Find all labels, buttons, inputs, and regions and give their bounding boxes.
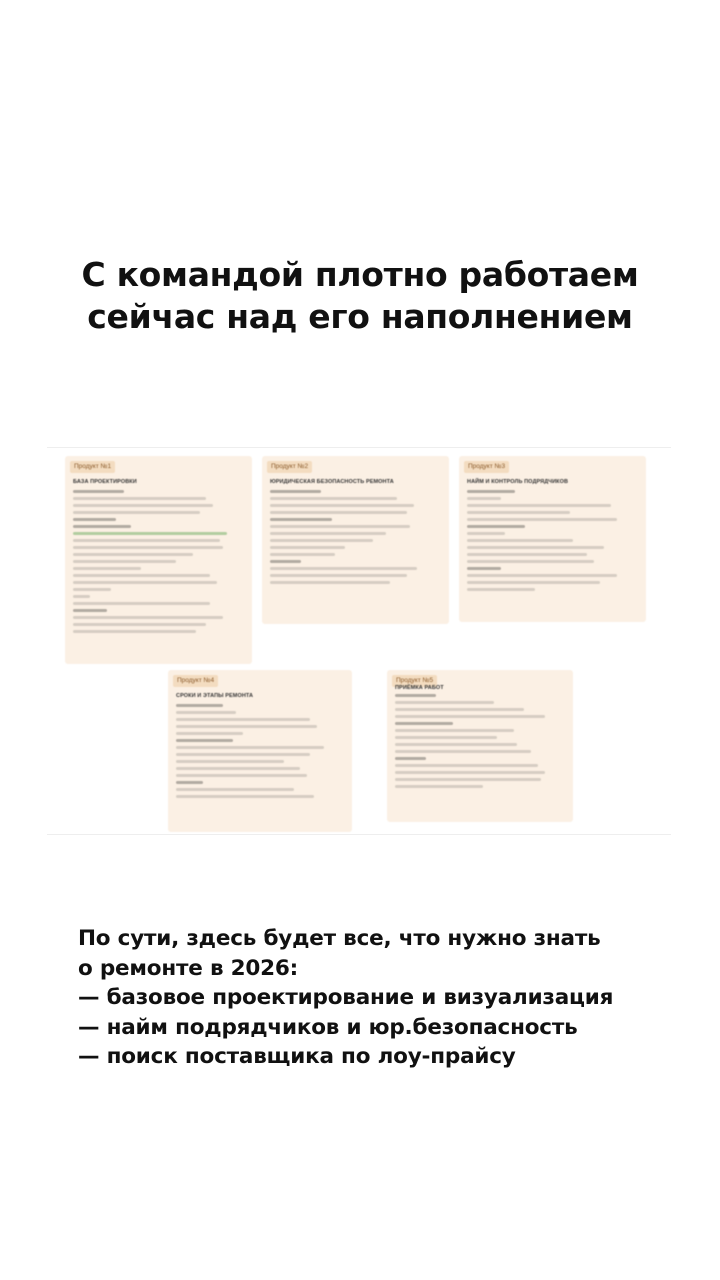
description-line-4: — найм подрядчиков и юр.безопасность	[78, 1014, 578, 1040]
product-card-4	[168, 670, 352, 832]
description-line-2: о ремонте в 2026:	[78, 955, 299, 981]
description-line-5: — поиск поставщика по лоу-прайсу	[78, 1044, 516, 1069]
product-tag: Продукт №3	[464, 461, 509, 473]
blurred-text	[73, 490, 244, 637]
products-screenshot	[47, 447, 671, 835]
product-title: ЮРИДИЧЕСКАЯ БЕЗОПАСНОСТЬ РЕМОНТА	[270, 479, 394, 485]
blurred-text	[467, 490, 638, 595]
product-tag: Продукт №1	[70, 461, 115, 473]
blurred-text	[270, 490, 441, 588]
blurred-text	[176, 704, 344, 802]
product-title: СРОКИ И ЭТАПЫ РЕМОНТА	[176, 693, 254, 699]
headline	[0, 254, 720, 338]
headline-line-1: С командой плотно работаем	[81, 255, 639, 294]
product-title: НАЙМ И КОНТРОЛЬ ПОДРЯДЧИКОВ	[467, 479, 569, 485]
product-title: БАЗА ПРОЕКТИРОВКИ	[73, 479, 137, 485]
product-title: ПРИЁМКА РАБОТ	[395, 685, 444, 691]
product-tag: Продукт №4	[173, 675, 218, 687]
blurred-text	[395, 694, 565, 792]
headline-line-2: сейчас над его наполнением	[87, 297, 633, 336]
product-tag: Продукт №2	[267, 461, 312, 473]
product-tag: Продукт №5	[392, 675, 437, 687]
product-card-2	[262, 456, 449, 624]
product-card-3	[459, 456, 646, 622]
product-card-5	[387, 670, 573, 822]
description	[78, 924, 708, 1072]
description-line-1: По сути, здесь будет все, что нужно знать	[78, 926, 601, 951]
product-card-1	[65, 456, 252, 664]
description-line-3: — базовое проектирование и визуализация	[78, 985, 614, 1010]
